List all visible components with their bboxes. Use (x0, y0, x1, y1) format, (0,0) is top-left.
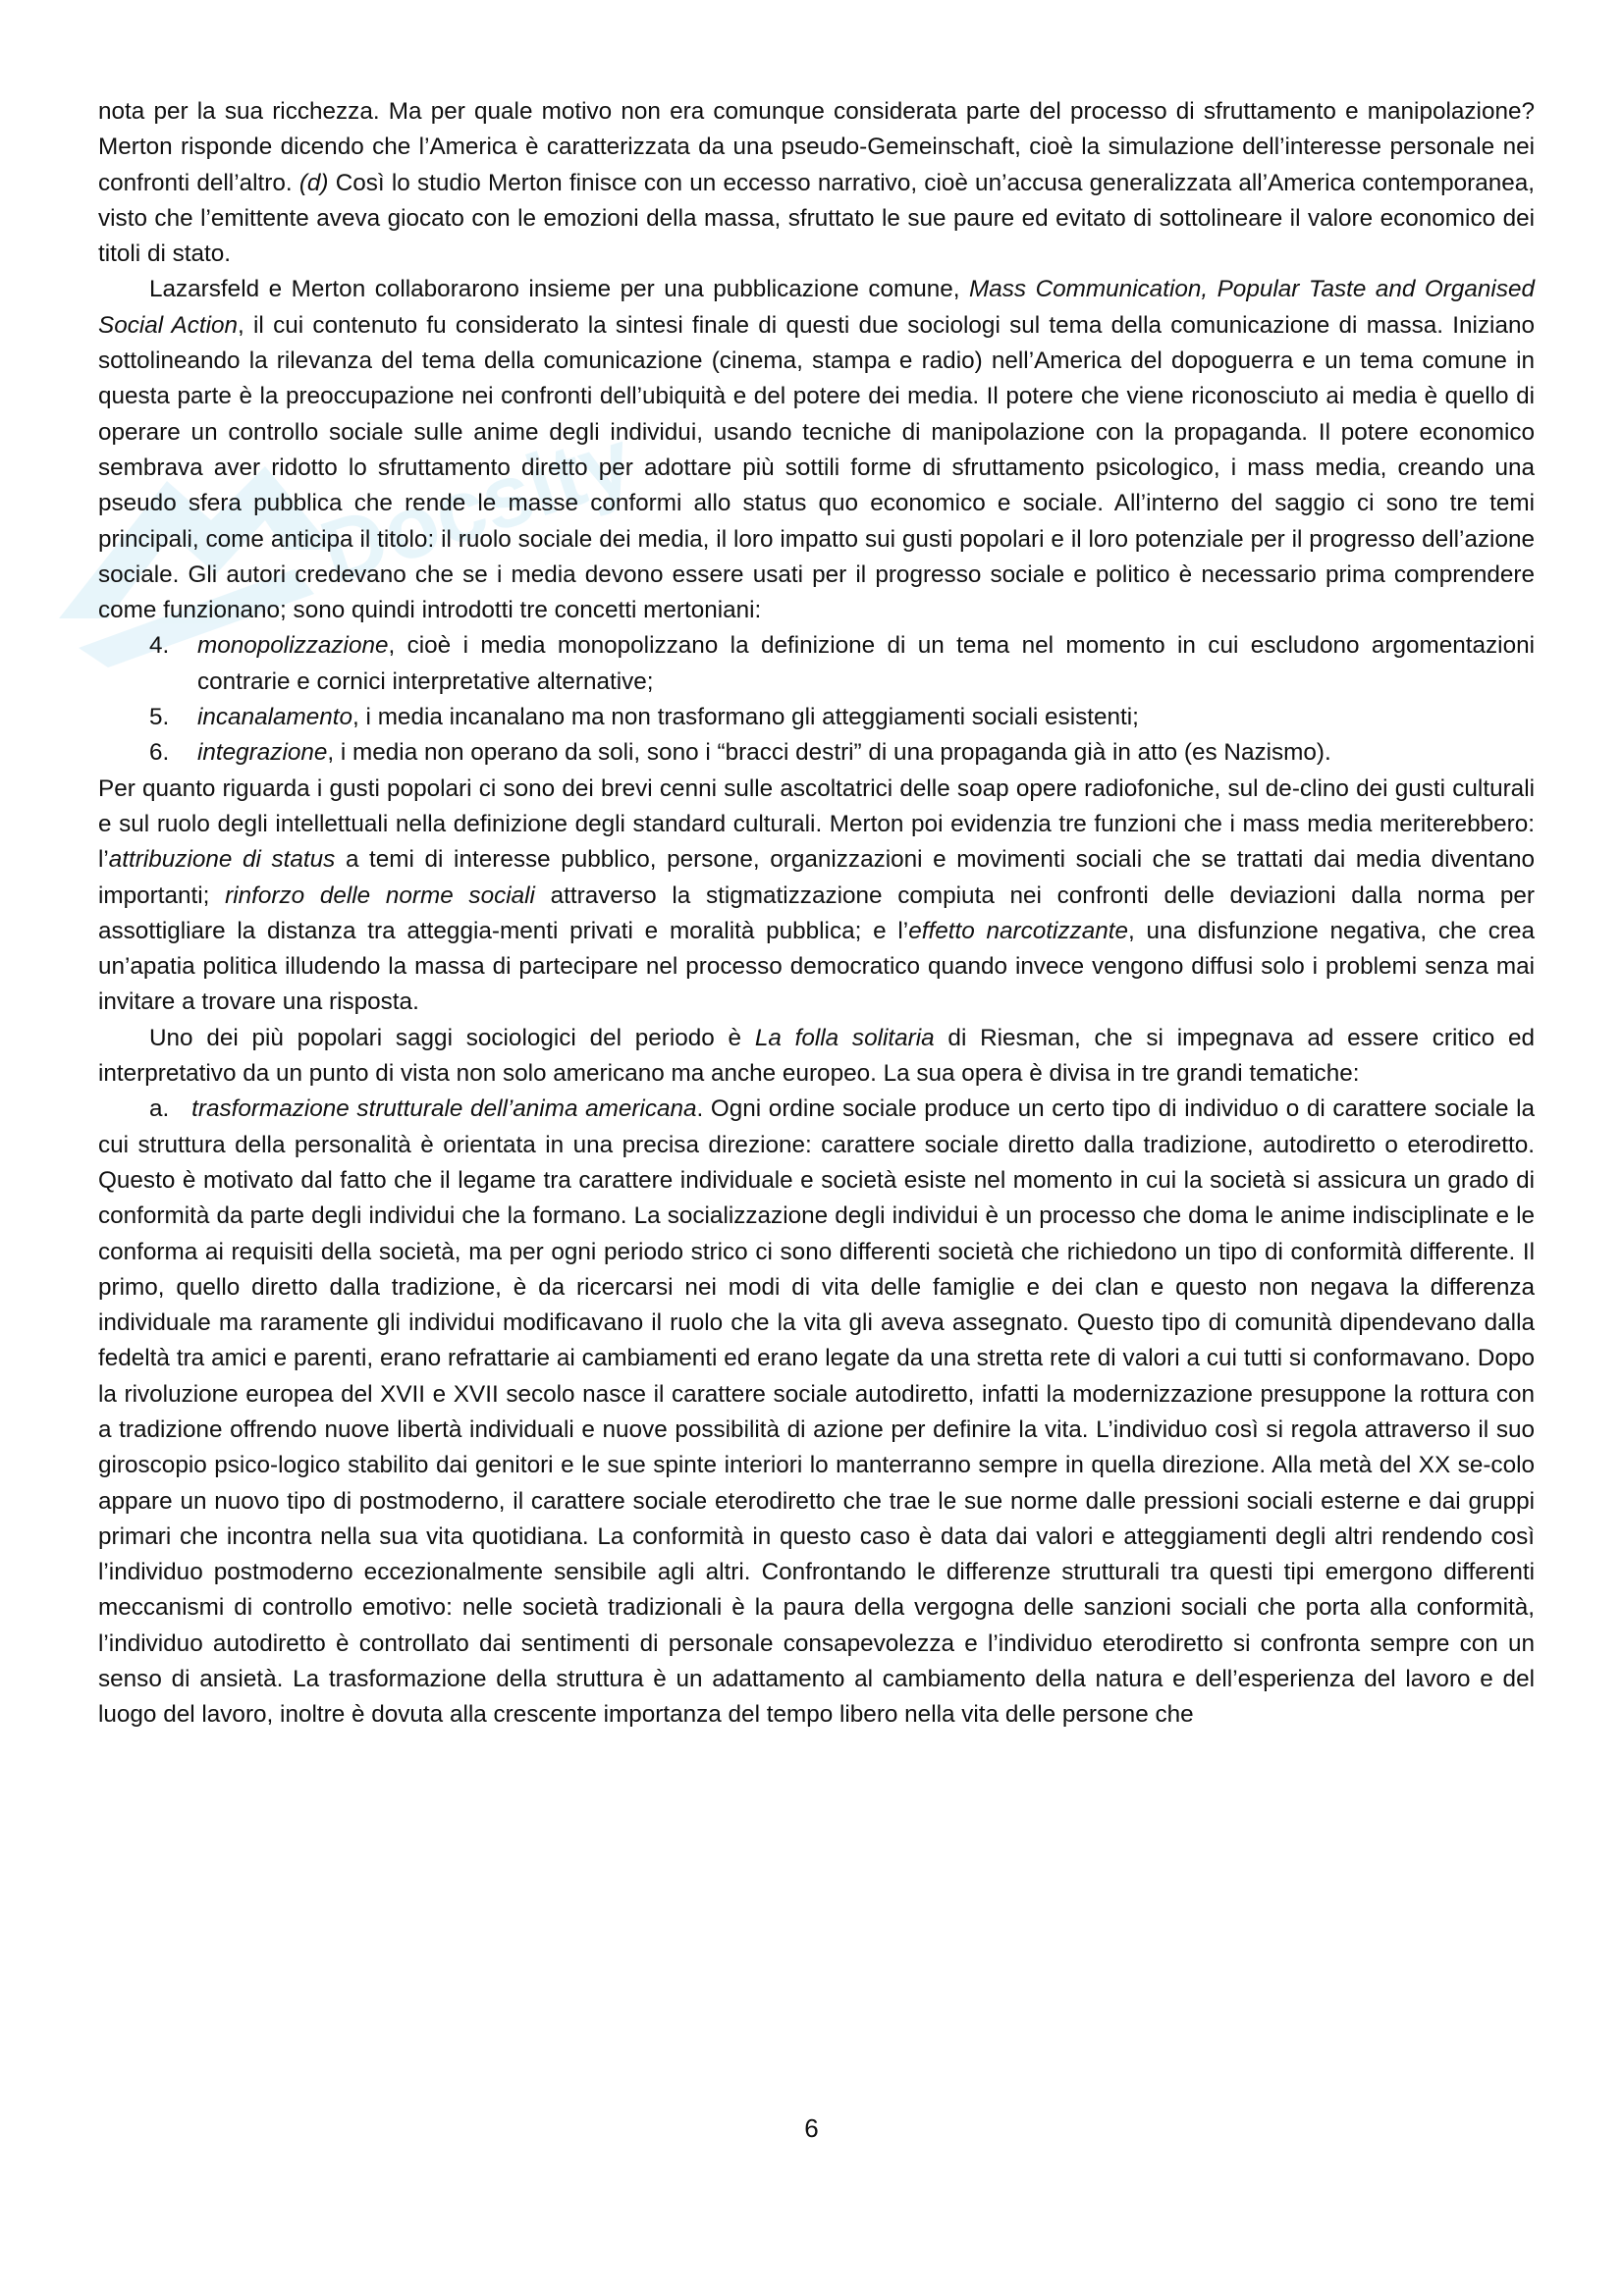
list-item: 4. monopolizzazione, cioè i media monopolizzano la definizione di un tema nel momento in cui escludono argomentazioni contrarie e cornici interpretative alternative; (149, 632, 1535, 695)
numbered-list (98, 628, 1535, 771)
list-item: 5. incanalamento, i media incanalano ma non trasformano gli atteggiamenti sociali esistenti; (149, 704, 1139, 731)
document-body (98, 94, 1535, 1734)
watermark-text: Docsity (309, 410, 644, 604)
paragraph-4: Uno dei più popolari saggi sociologici del periodo è La folla solitaria di Riesman, che si impegnava ad essere critico ed interpretativo da un punto di vista non solo americano ma anche europeo. La sua opera è divisa in tre grandi tematiche: (98, 1024, 1536, 1088)
list-item-a: a. trasformazione strutturale dell’anima americana. Ogni ordine sociale produce un certo tipo di individuo o di carattere sociale la cui struttura della personalità è orientata in una precisa direzione: carattere sociale diretto dalla tradizione, autodiretto o eterodiretto. Questo è motivato dal fatto che il legame tra carattere individuale e società esiste nel momento in cui la società si assicura un grado di conformità da parte degli individui che la formano. La socializzazione degli individui è un processo che doma le anime indisciplinate e le conforma ai requisiti della società, ma per ogni periodo strico ci sono differenti società che richiedono un tipo di conformità differente. Il primo, quello diretto dalla tradizione, è da ricercarsi nei modi di vita delle famiglie e dei clan e questo non negava la differenza individuale ma raramente gli individui modificavano il ruolo che la vita gli aveva assegnato. Questo tipo di comunità dipendevano dalla fedeltà tra amici e parenti, erano refrattarie ai cambiamenti ed erano legate da una stretta rete di valori a cui tutti si conformavano. Dopo la rivoluzione europea del XVII e XVII secolo nasce il carattere sociale autodiretto, infatti la modernizzazione presuppone la rottura con a tradizione offrendo nuove libertà individuali e nuove possibilità di azione per definire la vita. L’individuo così si regola attraverso il suo giroscopio psico-logico stabilito dai genitori e le sue spinte interiori lo manterranno sempre in quella direzione. Alla metà del XX se-colo appare un nuovo tipo di postmoderno, il carattere sociale eterodiretto che trae le sue norme dalle pressioni sociali esterne e dai gruppi primari che incontra nella sua vita quotidiana. La conformità in questo caso è data dai valori e atteggiamenti degli altri rendendo così l’individuo postmoderno eccezionalmente sensibile agli altri. Confrontando le differenze strutturali tra questi tipi emergono differenti meccanismi di controllo emotivo: nelle società tradizionali è la paura della vergogna delle sanzioni sociali che porta alla conformità, l’individuo autodiretto è controllato dai sentimenti di personale consapevolezza e l’individuo eterodiretto si confronta sempre con un senso di ansietà. La trasformazione della struttura è un adattamento al cambiamento della natura e dell’esperienza del lavoro e del luogo del lavoro, inoltre è dovuta alla crescente importanza del tempo libero nella vita delle persone che (98, 1095, 1536, 1729)
list-item: 6. integrazione, i media non operano da soli, sono i “bracci destri” di una propaganda già in atto (es Nazismo). (149, 739, 1331, 767)
page-number: 6 (804, 2113, 819, 2143)
publication-title: Mass Communication, Popular Taste and Organised Social Action (98, 276, 1535, 339)
paragraph-3: Per quanto riguarda i gusti popolari ci sono dei brevi cenni sulle ascoltatrici delle soap opere radiofoniche, sul de-clino dei gusti culturali e sul ruolo degli intellettuali nella definizione degli standard culturali. Merton poi evidenzia tre funzioni che i mass media meriterebbero: l’attribuzione di status a temi di interesse pubblico, persone, organizzazioni e movimenti sociali che se trattati dai media diventano importanti; rinforzo delle norme sociali attraverso la stigmatizzazione compiuta nei confronti delle deviazioni dalla norma per assottigliare la distanza tra atteggia-menti privati e moralità pubblica; e l’effetto narcotizzante, una disfunzione negativa, che crea un’apatia politica illudendo la massa di partecipare nel processo democratico quando invece vengono diffusi solo i problemi senza mai invitare a trovare una risposta. (98, 774, 1536, 1016)
paragraph-1: nota per la sua ricchezza. Ma per quale motivo non era comunque considerata parte del processo di sfruttamento e manipolazione? Merton risponde dicendo che l’America è caratterizzata da una pseudo-Gemeinschaft, cioè la simulazione dell’interesse personale nei confronti dell’altro. (d) Così lo studio Merton finisce con un eccesso narrativo, cioè un’accusa generalizzata all’America contemporanea, visto che l’emittente aveva giocato con le emozioni della massa, sfruttato le sue paure ed evitato di sottolineare il valore economico dei titoli di stato. (98, 98, 1535, 268)
book-title: La folla solitaria (754, 1024, 935, 1051)
paragraph-2: Lazarsfeld e Merton collaborarono insieme per una pubblicazione comune, Mass Communication, Popular Taste and Organised Social Action, il cui contenuto fu considerato la sintesi finale di questi due sociologi sul tema della comunicazione di massa. Iniziano sottolineando la rilevanza del tema della comunicazione (cinema, stampa e radio) nell’America del dopoguerra e un tema comune in questa parte è la preoccupazione nei confronti dell’ubiquità e del potere dei media. Il potere che viene riconosciuto ai media è quello di operare un controllo sociale sulle anime degli individui, usando tecniche di manipolazione con la propaganda. Il potere economico sembrava aver ridotto lo sfruttamento diretto per adottare più sottili forme di sfruttamento psicologico, i mass media, creando una pseudo sfera pubblica che rende le masse conformi allo status quo economico e sociale. All’interno del saggio ci sono tre temi principali, come anticipa il titolo: il ruolo sociale dei media, il loro impatto sui gusti popolari e il loro potenziale per il progresso dell’azione sociale. Gli autori credevano che se i media devono essere usati per il progresso sociale e politico è necessario prima comprendere come funzionano; sono quindi introdotti tre concetti mertoniani: (98, 276, 1535, 624)
